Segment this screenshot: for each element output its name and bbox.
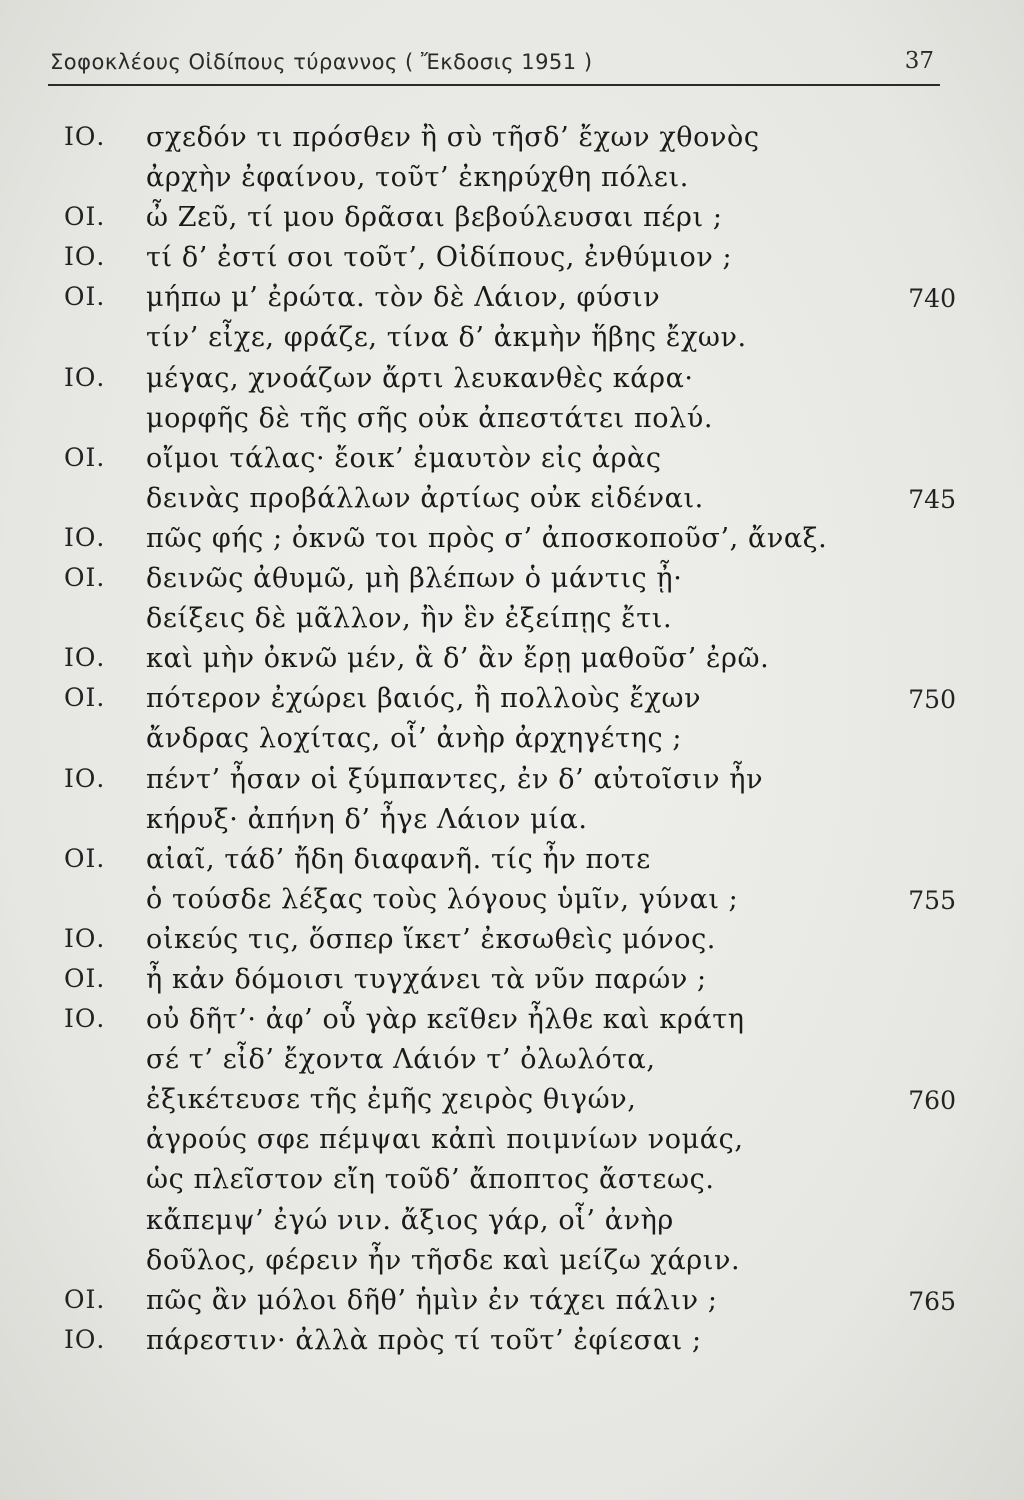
verse-text: τί δ’ ἐστί σοι τοῦτ’, Οἰδίπους, ἐνθύμιον ; xyxy=(146,242,733,274)
verse-line xyxy=(0,924,1024,964)
verse-line xyxy=(0,884,1024,924)
verse-text: κἄπεμψ’ ἐγώ νιν. ἄξιος γάρ, οἷ’ ἀνὴρ xyxy=(146,1204,674,1236)
verse-line xyxy=(0,1044,1024,1084)
verse-line xyxy=(0,443,1024,483)
verse-text: πότερον ἐχώρει βαιός, ἢ πολλοὺς ἔχων xyxy=(146,683,702,715)
speaker-label: ΙΟ. xyxy=(64,122,106,151)
verse-text: πάρεστιν· ἀλλὰ πρὸς τί τοῦτ’ ἐφίεσαι ; xyxy=(146,1324,702,1356)
line-number: 750 xyxy=(908,685,956,715)
verse-text: ὦ Ζεῦ, τί μου δρᾶσαι βεβούλευσαι πέρι ; xyxy=(146,202,723,234)
verse-line xyxy=(0,1084,1024,1124)
verse-line xyxy=(0,1245,1024,1285)
verse-line xyxy=(0,764,1024,804)
verse-text: δείξεις δὲ μᾶλλον, ἢν ἓν ἐξείπῃς ἔτι. xyxy=(146,603,673,635)
line-number: 755 xyxy=(908,885,956,915)
line-number: 760 xyxy=(908,1086,956,1116)
verse-text: πέντ’ ἦσαν οἱ ξύμπαντες, ἐν δ’ αὐτοῖσιν ἦν xyxy=(146,763,764,795)
verse-text: τίν’ εἶχε, φράζε, τίνα δ’ ἀκμὴν ἥβης ἔχων. xyxy=(146,322,747,354)
verse-text: ἐξικέτευσε τῆς ἐμῆς χειρὸς θιγών, xyxy=(146,1084,637,1116)
verse-line xyxy=(0,523,1024,563)
verse-line xyxy=(0,723,1024,763)
verse-text: ἄνδρας λοχίτας, οἷ’ ἀνὴρ ἀρχηγέτης ; xyxy=(146,723,683,755)
speaker-label: ΟΙ. xyxy=(64,442,106,472)
verse-block xyxy=(0,122,1024,1365)
speaker-label: ΙΟ. xyxy=(64,1324,106,1354)
speaker-label: ΟΙ. xyxy=(64,843,106,873)
running-header xyxy=(48,44,940,86)
verse-text: αἰαῖ, τάδ’ ἤδη διαφανῆ. τίς ἦν ποτε xyxy=(146,843,651,875)
verse-line xyxy=(0,683,1024,723)
speaker-label: ΙΟ. xyxy=(64,362,106,392)
verse-line xyxy=(0,563,1024,603)
line-number: 765 xyxy=(908,1286,956,1316)
speaker-label: ΙΟ. xyxy=(64,242,106,272)
verse-line xyxy=(0,844,1024,884)
verse-line xyxy=(0,242,1024,282)
verse-line xyxy=(0,964,1024,1004)
verse-text: ἀρχὴν ἐφαίνου, τοῦτ’ ἐκηρύχθη πόλει. xyxy=(146,162,689,194)
verse-line xyxy=(0,122,1024,162)
verse-line xyxy=(0,1004,1024,1044)
verse-line xyxy=(0,162,1024,202)
speaker-label: ΟΙ. xyxy=(64,282,106,312)
verse-text: δεινῶς ἀθυμῶ, μὴ βλέπων ὁ μάντις ᾖ· xyxy=(146,563,683,595)
verse-text: οἰκεύς τις, ὅσπερ ἵκετ’ ἐκσωθεὶς μόνος. xyxy=(146,923,716,955)
speaker-label: ΟΙ. xyxy=(64,202,106,232)
verse-text: μήπω μ’ ἐρώτα. τὸν δὲ Λάιον, φύσιν xyxy=(146,282,661,314)
verse-text: πῶς φής ; ὀκνῶ τοι πρὸς σ’ ἀποσκοποῦσ’, ἄναξ. xyxy=(146,522,828,554)
verse-text: δεινὰς προβάλλων ἀρτίως οὐκ εἰδέναι. xyxy=(146,482,704,514)
verse-text: πῶς ἂν μόλοι δῆθ’ ἡμὶν ἐν τάχει πάλιν ; xyxy=(146,1284,718,1316)
verse-line xyxy=(0,1164,1024,1204)
verse-line xyxy=(0,1325,1024,1365)
line-number: 745 xyxy=(908,484,956,514)
verse-text: σχεδόν τι πρόσθεν ἢ σὺ τῆσδ’ ἔχων χθονὸς xyxy=(146,122,760,153)
verse-line xyxy=(0,1124,1024,1164)
speaker-label: ΙΟ. xyxy=(64,1004,106,1034)
speaker-label: ΙΟ. xyxy=(64,763,106,793)
verse-line xyxy=(0,603,1024,643)
verse-line xyxy=(0,403,1024,443)
verse-text: καὶ μὴν ὀκνῶ μέν, ἃ δ’ ἂν ἔρῃ μαθοῦσ’ ἐρῶ. xyxy=(146,643,770,675)
verse-line xyxy=(0,202,1024,242)
verse-line xyxy=(0,363,1024,403)
verse-text: μέγας, χνοάζων ἄρτι λευκανθὲς κάρα· xyxy=(146,362,694,394)
verse-text: οἴμοι τάλας· ἔοικ’ ἐμαυτὸν εἰς ἀρὰς xyxy=(146,442,662,474)
verse-line xyxy=(0,1285,1024,1325)
verse-line xyxy=(0,643,1024,683)
speaker-label: ΙΟ. xyxy=(64,522,106,552)
verse-text: οὐ δῆτ’· ἀφ’ οὗ γὰρ κεῖθεν ἦλθε καὶ κράτη xyxy=(146,1004,745,1036)
speaker-label: ΟΙ. xyxy=(64,963,106,993)
verse-text: ὁ τούσδε λέξας τοὺς λόγους ὑμῖν, γύναι ; xyxy=(146,883,739,915)
speaker-label: ΟΙ. xyxy=(64,563,106,593)
speaker-label: ΟΙ. xyxy=(64,683,106,713)
verse-text: κήρυξ· ἀπήνη δ’ ἦγε Λάιον μία. xyxy=(146,803,588,835)
line-number: 740 xyxy=(908,284,956,314)
verse-line xyxy=(0,1205,1024,1245)
verse-line xyxy=(0,804,1024,844)
verse-text: σέ τ’ εἶδ’ ἔχοντα Λάιόν τ’ ὀλωλότα, xyxy=(146,1044,656,1076)
running-title: Σοφοκλέους Οἰδίπους τύραννος ( Ἔκδοσις 1951 ) xyxy=(50,50,593,74)
verse-text: μορφῆς δὲ τῆς σῆς οὐκ ἀπεστάτει πολύ. xyxy=(146,402,714,434)
verse-text: δοῦλος, φέρειν ἦν τῆσδε καὶ μείζω χάριν. xyxy=(146,1244,741,1276)
verse-text: ἀγρούς σφε πέμψαι κἀπὶ ποιμνίων νομάς, xyxy=(146,1124,744,1156)
verse-line xyxy=(0,483,1024,523)
verse-text: ἦ κἀν δόμοισι τυγχάνει τὰ νῦν παρών ; xyxy=(146,963,707,995)
page-number: 37 xyxy=(904,48,934,74)
speaker-label: ΟΙ. xyxy=(64,1284,106,1314)
verse-line xyxy=(0,282,1024,322)
speaker-label: ΙΟ. xyxy=(64,923,106,953)
verse-line xyxy=(0,322,1024,362)
speaker-label: ΙΟ. xyxy=(64,643,106,673)
verse-text: ὡς πλεῖστον εἴη τοῦδ’ ἄποπτος ἄστεως. xyxy=(146,1164,715,1196)
